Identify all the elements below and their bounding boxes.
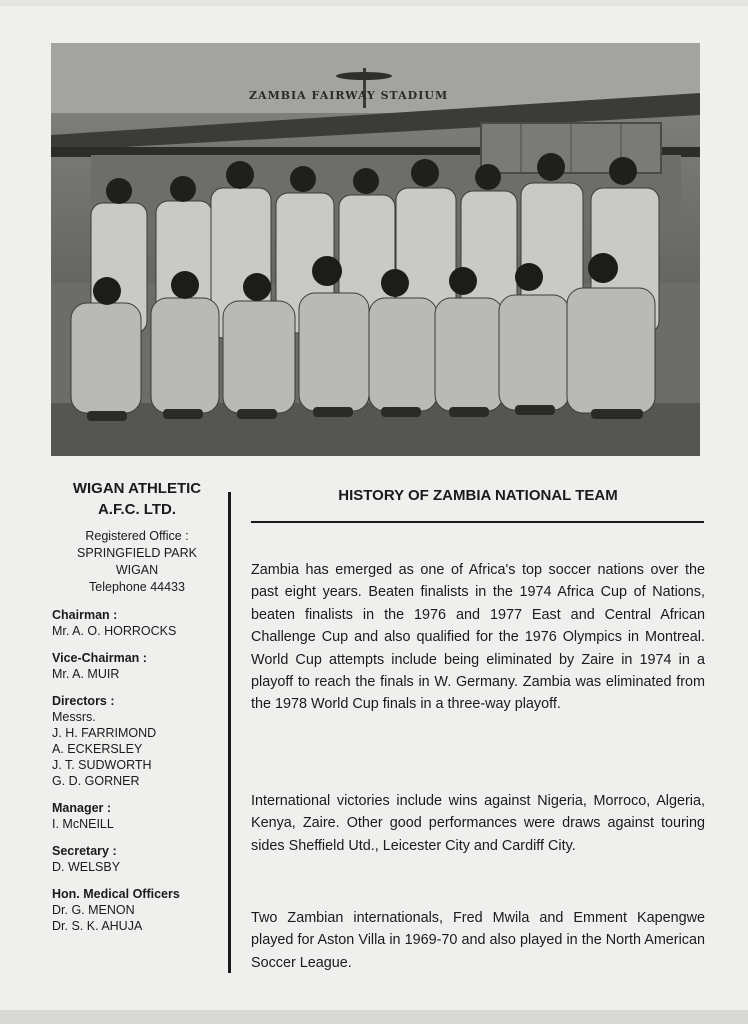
official-name: Dr. S. K. AHUJA <box>52 919 143 933</box>
team-photo-illustration <box>51 43 700 456</box>
registered-office <box>52 528 222 596</box>
article-paragraph: International victories include wins against Nigeria, Morroco, Algeria, Kenya, Zaire. Other good performances were draws against touring sides Sheffield Utd., Leicester City and Cardiff City. <box>251 793 705 854</box>
page-top-edge <box>0 0 748 6</box>
official-name: Mr. A. O. HORROCKS <box>52 624 177 638</box>
official-role: Directors : <box>52 694 115 708</box>
column-divider <box>228 492 231 973</box>
stadium-sign: ZAMBIA FAIRWAY STADIUM <box>249 89 449 102</box>
office-line2: WIGAN <box>115 563 159 577</box>
article <box>251 485 705 971</box>
article-paragraph: Two Zambian internationals, Fred Mwila and Emment Kapengwe played for Aston Villa in 1969-70 and also played in the North American Soccer League. <box>251 910 705 971</box>
official-name: Dr. G. MENON <box>52 903 135 917</box>
official-name: A. ECKERSLEY <box>52 742 143 756</box>
article-paragraph: Zambia has emerged as one of Africa's top soccer nations over the past eight years. Beaten finalists in the 1974 Africa Cup of Nations, beaten finalists in the 1976 and 1977 East and Central African Challenge Cup and also qualified for the 1976 Olympics in Montreal. World Cup attempts include being eliminated by Zaire in 1974 in a playoff to reach the finals in W. Germany. Zambia was eliminated from the 1978 World Cup finals in a three-way playoff. <box>251 562 705 713</box>
official-name: J. H. FARRIMOND <box>52 726 157 740</box>
chairman-section <box>52 607 222 639</box>
club-name-line1: WIGAN ATHLETIC <box>72 480 202 497</box>
page-bottom-edge <box>0 1010 748 1024</box>
article-title: HISTORY OF ZAMBIA NATIONAL TEAM <box>338 487 618 504</box>
team-photo <box>51 43 700 456</box>
secretary-section <box>52 843 222 875</box>
official-name: Mr. A. MUIR <box>52 667 120 681</box>
official-name: Messrs. <box>52 710 96 724</box>
official-role: Chairman : <box>52 608 118 622</box>
office-label: Registered Office : <box>85 529 189 543</box>
official-role: Manager : <box>52 801 112 815</box>
directors-section <box>52 693 222 789</box>
office-line1: SPRINGFIELD PARK <box>77 546 197 560</box>
club-name-line2: A.F.C. LTD. <box>97 501 177 518</box>
official-role: Vice-Chairman : <box>52 651 147 665</box>
vice-chairman-section <box>52 650 222 682</box>
official-name: I. McNEILL <box>52 817 114 831</box>
official-role: Hon. Medical Officers <box>52 887 180 901</box>
official-name: D. WELSBY <box>52 860 121 874</box>
club-info-column <box>52 478 222 934</box>
official-name: J. T. SUDWORTH <box>52 758 152 772</box>
official-role: Secretary : <box>52 844 117 858</box>
medical-officers-section <box>52 886 222 934</box>
office-telephone: Telephone 44433 <box>89 580 185 594</box>
official-name: G. D. GORNER <box>52 774 140 788</box>
club-name <box>52 478 222 520</box>
manager-section <box>52 800 222 832</box>
title-underline <box>251 521 704 523</box>
